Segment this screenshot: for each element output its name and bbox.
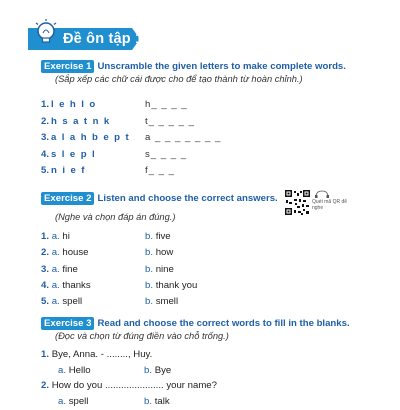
word-blank: t_ _ _ _ _: [145, 116, 196, 127]
option-letter: a.: [51, 296, 60, 307]
word-blank: a _ _ _ _ _ _ _: [145, 132, 222, 143]
exercise-2-heading: [41, 192, 278, 205]
option-a[interactable]: [41, 231, 70, 242]
option-letter: b.: [145, 231, 154, 242]
exercise-2-instruction: Listen and choose the correct answers.: [97, 193, 278, 204]
item-number: 1.: [41, 99, 50, 110]
exercise-3-heading: [41, 317, 350, 330]
exercise-2-note: (Nghe và chọn đáp án đúng.): [55, 212, 176, 222]
question-text: Bye, Anna. - ........, Huy.: [51, 349, 153, 360]
option-a[interactable]: [41, 247, 89, 258]
qr-caption-text: Quét mã QR để nghe: [312, 199, 348, 211]
ex3-answers-1: [58, 365, 298, 379]
option-b[interactable]: [145, 231, 171, 242]
scrambled-letters: a l a h b e p t: [51, 132, 131, 143]
item-number: 2.: [41, 116, 50, 127]
option-letter: a.: [51, 264, 60, 275]
exercise-2-badge: Exercise 2: [41, 192, 94, 205]
option-text: nine: [155, 264, 174, 275]
exercise-1-heading: [41, 60, 346, 73]
headphones-icon: [314, 190, 330, 198]
option-b[interactable]: [145, 296, 178, 307]
scrambled-letters: h s a t n k: [51, 116, 111, 127]
item-number: 2.: [41, 247, 50, 258]
question-text: How do you ...................... your name?: [51, 380, 217, 391]
option-letter: b.: [144, 396, 153, 407]
exercise-3-note: (Đọc và chọn từ đúng điền vào chỗ trống.): [55, 331, 229, 341]
lightbulb-icon: [33, 18, 59, 48]
option-text: spell: [62, 296, 83, 307]
word-blank: s_ _ _ _: [145, 149, 188, 160]
option-letter: b.: [144, 365, 153, 376]
option-b[interactable]: [145, 280, 197, 291]
qr-code-icon[interactable]: [285, 190, 310, 215]
word-blank: f_ _ _: [145, 165, 176, 176]
option-letter: b.: [145, 264, 154, 275]
item-number: 2.: [41, 380, 50, 391]
option-letter: b.: [145, 296, 154, 307]
option-b[interactable]: [145, 247, 173, 258]
scrambled-letters: l e h l o: [51, 99, 97, 110]
exercise-1-badge: Exercise 1: [41, 60, 94, 73]
option-text: smell: [155, 296, 179, 307]
option-a[interactable]: [41, 296, 82, 307]
option-letter: a.: [51, 247, 60, 258]
scrambled-letters: s l e p l: [51, 149, 97, 160]
ex1-item-2: [41, 116, 361, 130]
ex3-question-1: [41, 349, 152, 360]
ex3-question-2: [41, 380, 217, 391]
qr-caption: [312, 190, 352, 211]
option-letter: b.: [145, 247, 154, 258]
option-text: thank you: [155, 280, 198, 291]
option-text: Bye: [154, 365, 172, 376]
option-text: how: [155, 247, 174, 258]
option-text: Hello: [68, 365, 91, 376]
ex2-item-2: [41, 247, 361, 261]
ex1-item-1: [41, 99, 361, 113]
option-letter: a.: [51, 280, 60, 291]
ex1-item-4: [41, 149, 361, 163]
item-number: 3.: [41, 264, 50, 275]
exercise-3-badge: Exercise 3: [41, 317, 94, 330]
option-b[interactable]: [144, 365, 171, 376]
item-number: 5.: [41, 165, 50, 176]
exercise-1-instruction: Unscramble the given letters to make complete words.: [97, 61, 346, 72]
ex1-item-3: [41, 132, 361, 146]
option-text: fine: [62, 264, 78, 275]
word-blank: h_ _ _ _: [145, 99, 188, 110]
option-b[interactable]: [144, 396, 170, 407]
option-a[interactable]: [41, 280, 91, 291]
exercise-3-instruction: Read and choose the correct words to fill in the blanks.: [97, 318, 350, 329]
option-b[interactable]: [145, 264, 174, 275]
item-number: 4.: [41, 149, 50, 160]
option-a[interactable]: [41, 264, 78, 275]
option-text: thanks: [62, 280, 91, 291]
option-text: house: [62, 247, 89, 258]
option-a[interactable]: [58, 365, 91, 376]
ex1-item-5: [41, 165, 361, 179]
item-number: 4.: [41, 280, 50, 291]
ex3-answers-2: [58, 396, 298, 410]
exercise-1-note: (Sắp xếp các chữ cái được cho để tạo thành từ hoàn chỉnh.): [55, 74, 303, 84]
option-letter: a.: [58, 365, 67, 376]
ex2-item-4: [41, 280, 361, 294]
option-letter: a.: [58, 396, 67, 407]
option-text: hi: [62, 231, 70, 242]
option-text: five: [155, 231, 171, 242]
option-letter: a.: [51, 231, 60, 242]
ex2-item-3: [41, 264, 361, 278]
scrambled-letters: n i e f: [51, 165, 86, 176]
ex2-item-5: [41, 296, 361, 310]
item-number: 1.: [41, 231, 50, 242]
item-number: 3.: [41, 132, 50, 143]
option-text: spell: [68, 396, 89, 407]
option-letter: b.: [145, 280, 154, 291]
item-number: 1.: [41, 349, 50, 360]
option-text: talk: [154, 396, 170, 407]
option-a[interactable]: [58, 396, 88, 407]
page-title: Đề ôn tập 1: [63, 31, 144, 47]
item-number: 5.: [41, 296, 50, 307]
ex2-item-1: [41, 231, 361, 245]
